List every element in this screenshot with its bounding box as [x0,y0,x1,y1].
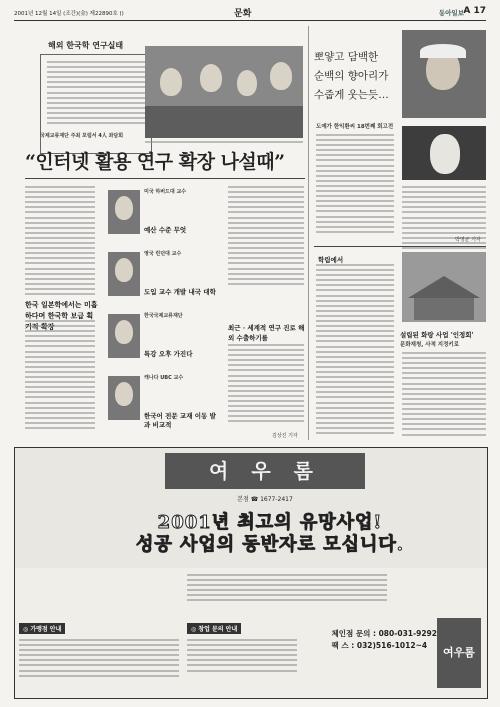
potter-portrait [402,30,486,118]
right-lower-title: 설립된 화랑 사업 '인정회' [400,331,474,339]
ad-logo: 여우롬 [437,618,481,688]
historic-house-photo [402,252,486,322]
page-header [14,6,486,21]
side-title-line-1: 뽀얗고 담백한 [314,51,379,63]
issue-date: 2001년 12월 14일 (조간)(金) 제22890호 () [14,11,124,17]
right-lower-heading: 학림에서 [318,256,344,264]
interviewee-1-name: 미국 하버드대 교수 [144,189,187,195]
feature-caption: 국제교류재단 주최 포럼서 4人 좌담회 [40,133,124,139]
page-number: A 17 [463,6,486,16]
portrait-1 [108,190,140,234]
interviewee-4-quote: 한국어 전문 교재 이동 발과 비교적 [144,412,216,429]
right-lower-subtitle: 문화재청, 사적 지정키로 [400,342,460,348]
ad-slogan-2: 성공 사업의 동반자로 모십니다. [135,534,405,555]
ad-contact-phone: 체인점 문의 : 080-031-9292 [331,629,437,638]
side-subtitle: 도예가 한익환씨 18번째 회고전 [316,124,394,130]
article-column-3b [228,344,304,426]
article-column-1b [25,320,95,432]
ad-box-2-title: ◎ 창업 문의 안내 [187,623,241,634]
interviewee-1 [108,186,218,248]
ad-box-2 [187,616,297,675]
ad-top-text [187,574,387,605]
interviewee-3-name: 한국국제교류재단 [144,313,183,319]
ad-info-area [15,568,487,698]
side-feature-title [314,48,398,105]
article-column-1 [25,186,95,298]
right-lower-column-1 [316,264,394,437]
ad-contact-fax: 팩 스 : 032)516-1012~4 [331,641,428,650]
interviewee-4-name: 캐나다 UBC 교수 [144,375,184,381]
side-rule [314,246,486,247]
ad-box-1-title: ◎ 가맹점 안내 [19,623,65,634]
interviewee-1-quote: 예산 수준 무엇 [144,226,187,234]
article-subhead-1: 한국 일본학에서는 미흡하다며 한국학 보급 획 [25,300,98,320]
franchise-advertisement [14,447,488,699]
interviewee-4 [108,372,218,434]
portrait-4 [108,376,140,420]
column-divider [308,26,309,440]
ad-phone-line: 본점 ☎ 1677-2417 [237,496,293,503]
paper-name: 동아일보 [438,9,464,17]
feature-box-title: 해외 한국학 연구실태 [48,40,124,50]
forum-photo [145,46,303,138]
interviewee-column [108,186,218,434]
ad-contact [332,628,437,652]
interviewee-2-quote: 도입 교수 개발 내국 대학 [144,288,216,296]
article-byline: 김상진 기자 [272,433,298,439]
portrait-3 [108,314,140,358]
interviewee-2 [108,248,218,310]
right-lower-column-2 [402,352,486,439]
interviewee-2-name: 영국 런던대 교수 [144,251,182,257]
interviewee-3 [108,310,218,372]
side-title-line-2: 순백의 향아리가 [314,70,389,82]
article-column-3 [228,186,304,288]
ad-slogan-1: 2001년 최고의 유망사업! [157,512,383,533]
headline-rule [25,178,305,179]
portrait-2 [108,252,140,296]
ad-box-1 [19,616,179,680]
photo-caption [145,141,303,146]
side-column-1 [316,134,394,236]
ad-brand: 여 우 롬 [165,453,365,489]
side-byline: 박영균 기자 [455,237,481,243]
side-title-line-3: 수줍게 웃는듯… [314,89,389,101]
article-subhead-2: 최근 · 세계적 연구 진로 해외 수출하기를 [228,324,305,342]
white-jar-photo [402,126,486,180]
feature-box-body [40,54,152,154]
interviewee-3-quote: 특강 오후 가진다 [144,350,193,358]
main-headline: “인터넷 활용 연구 확장 나설때” [25,151,285,173]
section-title: 문화 [234,9,252,19]
